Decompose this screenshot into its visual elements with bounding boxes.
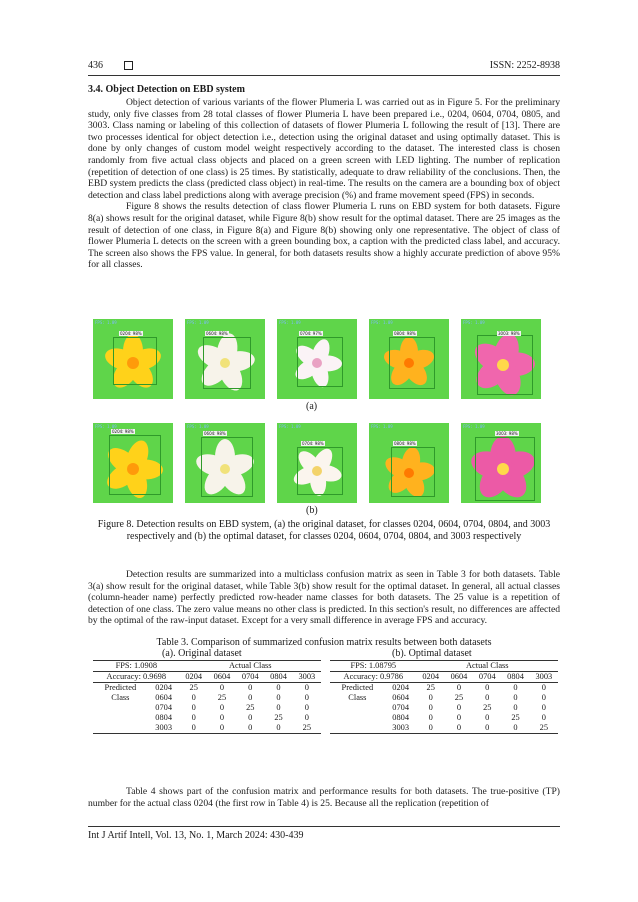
cell: 0 xyxy=(513,693,518,702)
footer-citation: Int J Artif Intell, Vol. 13, No. 1, March 2024: 430-439 xyxy=(88,830,304,841)
table-row xyxy=(93,693,321,703)
fps-readout: FPS: 1.09 xyxy=(187,424,209,429)
detection-image xyxy=(369,319,449,399)
row-header: 0604 xyxy=(155,693,173,702)
detection-image xyxy=(369,423,449,503)
cell: 0 xyxy=(276,703,281,712)
cell: 0 xyxy=(304,693,309,702)
class-label: 0604: 98% xyxy=(204,431,226,436)
fps-readout: FPS: 1.09 xyxy=(371,320,393,325)
cell: 0 xyxy=(248,713,253,722)
row-header: 0204 xyxy=(155,683,173,692)
actual-class-header: Actual Class xyxy=(229,661,272,670)
bounding-box xyxy=(477,335,533,395)
cell: 0 xyxy=(248,723,253,732)
paragraph-3: Detection results are summarized into a multiclass confusion matrix as seen in Table 3 for both datasets. Table 3(a) show result for the original dataset, while Table 3(b) show result for the optimal dataset. In general, all actual classes (column-header name) perfectly predicted row-header name classes for both datasets. The 25 value is a repetition of detection of one class. The zero value means no other class is predicted. In this section's result, no differences are affected by the optimal of the raw-input dataset. Except for a very small difference in average FPS and accuracy. xyxy=(88,569,560,627)
fps-readout: FPS: 1.09 xyxy=(279,320,301,325)
row-header: 0604 xyxy=(392,693,410,702)
figure-8a-row xyxy=(93,319,563,399)
table-row xyxy=(330,713,558,723)
column-header: 0204 xyxy=(185,672,203,681)
row-header: 0704 xyxy=(392,703,410,712)
cell: 0 xyxy=(191,723,196,732)
bounding-box xyxy=(113,337,157,385)
cell: 0 xyxy=(304,683,309,692)
class-label: 3003: 98% xyxy=(498,331,520,336)
cell: 25 xyxy=(246,703,255,712)
cell: 0 xyxy=(456,703,462,712)
bounding-box xyxy=(203,337,251,389)
cell: 0 xyxy=(191,703,196,712)
cell: 0 xyxy=(219,683,225,692)
row-header: 3003 xyxy=(155,723,173,732)
cell: 0 xyxy=(513,723,518,732)
predicted-class-label: Predicted xyxy=(341,683,374,692)
column-header: 0604 xyxy=(450,672,468,681)
figure-label-b: (b) xyxy=(306,505,318,516)
cell: 25 xyxy=(274,713,283,722)
table-row xyxy=(330,723,558,734)
detection-image xyxy=(185,319,265,399)
cell: 0 xyxy=(456,713,462,722)
cell: 0 xyxy=(485,683,490,692)
class-label: 0704: 98% xyxy=(302,441,324,446)
column-header: 0704 xyxy=(241,672,259,681)
cell: 25 xyxy=(302,723,312,732)
fps-readout: FPS: 1.09 xyxy=(95,320,117,325)
predicted-class-label: Class xyxy=(348,693,367,702)
detection-image xyxy=(185,423,265,503)
row-header: 0704 xyxy=(155,703,173,712)
class-label: 3003: 98% xyxy=(496,431,518,436)
paragraph-4: Table 4 shows part of the confusion matrix and performance results for both datasets. The true-positive (TP) number for the actual class 0204 (the first row in Table 4) is 25. Because all the replication (repetition of xyxy=(88,786,560,809)
table-row xyxy=(93,723,321,734)
column-header: 3003 xyxy=(535,672,553,681)
bounding-box xyxy=(201,437,253,497)
body-paragraph-1 xyxy=(88,97,560,271)
class-label: 0604: 98% xyxy=(206,331,228,336)
issn: ISSN: 2252-8938 xyxy=(489,60,560,71)
cell: 0 xyxy=(219,703,225,712)
row-header: 0804 xyxy=(392,713,410,722)
class-label: 0204: 98% xyxy=(120,331,142,336)
class-label: 0804: 98% xyxy=(394,331,416,336)
confusion-matrix-optimal xyxy=(330,660,558,734)
cell: 0 xyxy=(428,723,433,732)
fps-readout: FPS: 1.09 xyxy=(463,424,485,429)
detection-image xyxy=(461,423,541,503)
figure-8b-row xyxy=(93,423,563,503)
header-rule xyxy=(88,75,560,76)
row-header: 3003 xyxy=(392,723,410,732)
square-icon xyxy=(124,61,133,70)
fps-readout: FPS: 1.09 xyxy=(187,320,209,325)
detection-image xyxy=(93,423,173,503)
table-title: Table 3. Comparison of summarized confusion matrix results between both datasets xyxy=(156,637,492,648)
cell: 0 xyxy=(276,693,281,702)
confusion-matrix-original xyxy=(93,660,321,734)
detection-image xyxy=(93,319,173,399)
row-header: 0804 xyxy=(155,713,173,722)
cell: 0 xyxy=(541,713,546,722)
section-title: 3.4. Object Detection on EBD system xyxy=(88,84,245,95)
cell: 0 xyxy=(276,723,281,732)
table-row xyxy=(330,693,558,703)
table-row xyxy=(330,703,558,713)
actual-class-header: Actual Class xyxy=(466,661,509,670)
class-label: 0804: 98% xyxy=(394,441,416,446)
table-row xyxy=(93,703,321,713)
bounding-box xyxy=(389,337,435,389)
paragraph-2: Figure 8 shows the results detection of class flower Plumeria L runs on EBD system for both datasets. Figure 8(a) shows result for the original dataset, while Figure 8(b) show result for the optimal dataset. There are 25 images as the result of detection of one class, in Figure 8(a) and Figure 8(b) showing only one representative. The object of class of flower Plumeria L detects on the screen with a green bounding box, a caption with the predicted class label, and accuracy. The screen also shows the FPS value. In general, for both datasets results show a highly accurate prediction of above 95% for all classes. xyxy=(88,201,560,271)
figure-caption: Figure 8. Detection results on EBD system, (a) the original dataset, for classes 0204, 0604, 0704, 0804, and 3003 respectively and (b) the optimal dataset, for classes 0204, 0604, 0704, 0804, and 3003 respectively xyxy=(97,519,551,542)
accuracy-value: Accuracy: 0.9698 xyxy=(106,672,167,681)
column-header: 0804 xyxy=(507,672,524,681)
cell: 0 xyxy=(485,723,490,732)
class-label: 0204: 98% xyxy=(112,429,134,434)
table-row xyxy=(330,683,558,694)
cell: 0 xyxy=(219,713,225,722)
cell: 25 xyxy=(483,703,492,712)
bounding-box xyxy=(109,435,161,495)
table-a-caption: (a). Original dataset xyxy=(162,648,242,659)
body-paragraph-3 xyxy=(88,569,560,627)
cell: 0 xyxy=(428,703,433,712)
page-number: 436 xyxy=(88,60,103,71)
bounding-box xyxy=(297,337,343,387)
cell: 0 xyxy=(248,683,253,692)
cell: 25 xyxy=(454,693,464,702)
footer-rule xyxy=(88,826,560,827)
cell: 0 xyxy=(304,703,309,712)
cell: 0 xyxy=(456,683,462,692)
cell: 25 xyxy=(426,683,435,692)
cell: 0 xyxy=(485,713,490,722)
detection-image xyxy=(277,423,357,503)
detection-image xyxy=(461,319,541,399)
cell: 0 xyxy=(276,683,281,692)
accuracy-value: Accuracy: 0.9786 xyxy=(343,672,404,681)
predicted-class-label: Class xyxy=(111,693,130,702)
fps-readout: FPS: 1.09 xyxy=(95,424,117,429)
cell: 25 xyxy=(189,683,198,692)
bounding-box xyxy=(475,437,535,501)
fps-readout: FPS: 1.09 xyxy=(463,320,485,325)
body-paragraph-4 xyxy=(88,786,560,809)
cell: 0 xyxy=(456,723,462,732)
predicted-class-label: Predicted xyxy=(104,683,137,692)
cell: 0 xyxy=(485,693,490,702)
cell: 0 xyxy=(219,723,225,732)
table-row xyxy=(93,713,321,723)
bounding-box xyxy=(391,447,435,497)
fps-value: FPS: 1.0908 xyxy=(115,661,158,670)
figure-label-a: (a) xyxy=(306,401,318,412)
row-header: 0204 xyxy=(392,683,410,692)
cell: 0 xyxy=(191,693,196,702)
class-label: 0704: 97% xyxy=(300,331,322,336)
cell: 25 xyxy=(217,693,227,702)
fps-readout: FPS: 1.09 xyxy=(279,424,301,429)
cell: 0 xyxy=(541,693,546,702)
table-b-caption: (b). Optimal dataset xyxy=(392,648,472,659)
fps-readout: FPS: 1.09 xyxy=(371,424,393,429)
column-header: 0604 xyxy=(213,672,231,681)
cell: 0 xyxy=(191,713,196,722)
column-header: 3003 xyxy=(298,672,316,681)
bounding-box xyxy=(297,447,343,495)
cell: 0 xyxy=(428,693,433,702)
detection-image xyxy=(277,319,357,399)
cell: 0 xyxy=(248,693,253,702)
cell: 0 xyxy=(304,713,309,722)
cell: 0 xyxy=(513,683,518,692)
column-header: 0804 xyxy=(270,672,287,681)
cell: 25 xyxy=(539,723,549,732)
cell: 25 xyxy=(511,713,520,722)
column-header: 0704 xyxy=(478,672,496,681)
cell: 0 xyxy=(541,703,546,712)
paragraph-1: Object detection of various variants of the flower Plumeria L was carried out as in Figure 5. For the preliminary study, only five classes from 28 total classes of flower Plumeria L have been prepared i.e., 0204, 0604, 0704, 0805, and 3003. Class naming or labeling of this collection of datasets of flower Plumeria L following the result of [13]. There are two processes identical for object detection i.e., detection using the original dataset and using optimally dataset. This is done by only changes of custom model weight respectively according to the dataset. The interested class is chosen randomly from five actual class objects and placed on a green screen with LED lighting. The number of replication (repetition of detection of one class) is 25 times. By statistically, adequate to draw reliability of the conclusions. Then, the EBD system predicts the class (predicted class object) in real-time. The results on the camera are a bounding box of object detection and class label predictions along with average precision (%) and frame movement speed (FPS) in seconds. xyxy=(88,97,560,201)
column-header: 0204 xyxy=(422,672,440,681)
cell: 0 xyxy=(428,713,433,722)
table-row xyxy=(93,683,321,694)
fps-value: FPS: 1.08795 xyxy=(350,661,397,670)
cell: 0 xyxy=(513,703,518,712)
cell: 0 xyxy=(541,683,546,692)
